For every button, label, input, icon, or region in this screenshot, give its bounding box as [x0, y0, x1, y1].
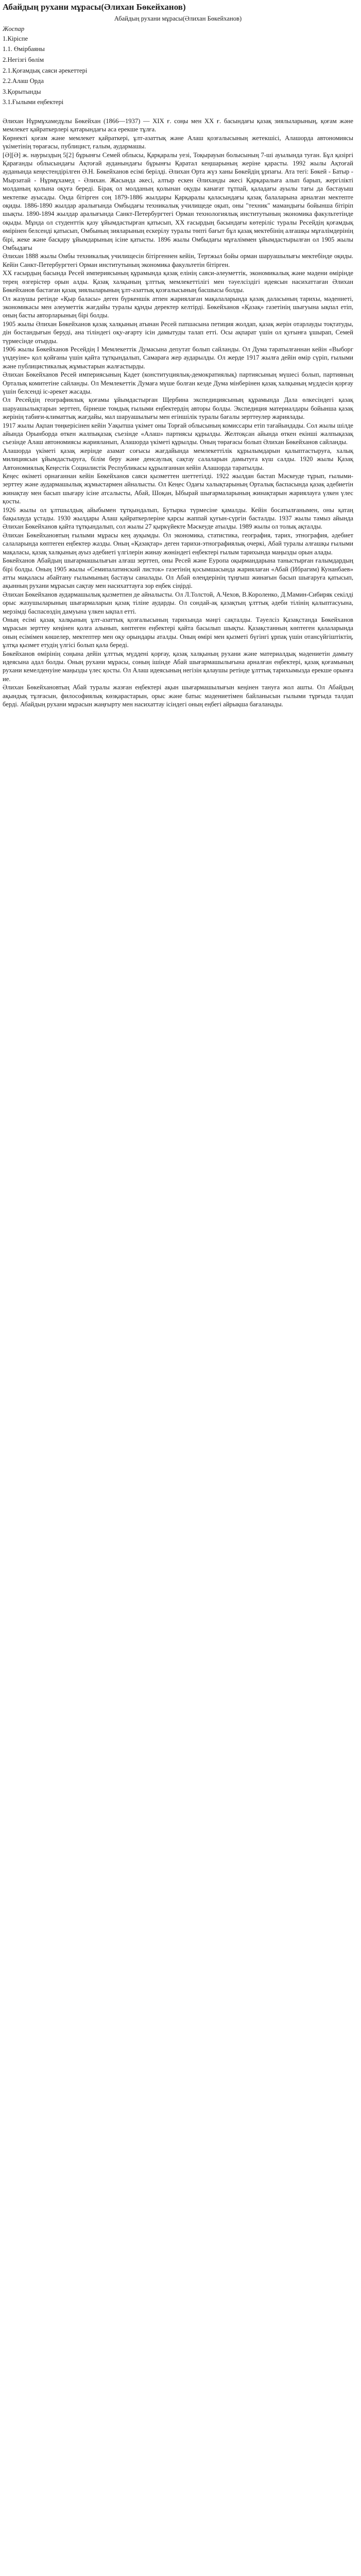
table-of-contents — [3, 25, 353, 108]
toc-item: 3.1.Ғылыми еңбектері — [3, 98, 64, 106]
toc-item: 2.1.Қоғамдық саяси әрекеттері — [3, 66, 88, 74]
toc-item: 2.Негізгі бөлім — [3, 56, 44, 63]
body-paragraph: Ол Ресейдің географиялық қоғамы ұйымдастырған Щербина экспедициясының құрамында Дала өлкесіндегі қазақ шаруашылықтарын зерттеп, бірнеше томдық ғылыми еңбектердің авторы болды. Экспедиция материалдары бойынша қазақ жерінің табиғи-климаттық жағдайы, мал шаруашылығы мен егіншілік туралы бағалы зерттеулер жариялады. — [3, 396, 353, 421]
toc-item: 2.2.Алаш Орда — [3, 77, 44, 85]
toc-item: 1.Кіріспе — [3, 35, 28, 42]
toc-item: 1.1. Өмірбаяны — [3, 45, 45, 53]
body-paragraph: 1926 жылы ол ұлтшылдық айыбымен тұтқындалып, Бутырка түрмесіне қамалды. Кейін босатылғанымен, оны қатаң бақылауда ұстады. 1930 жылдары Алаш қайраткерлеріне қарсы жаппай қуғын-сүргін басталды. 1937 жылы тамыз айында Әлихан Бөкейханов қайта тұтқындалып, сол жылы 27 қыркүйекте Мәскеуде атылды. 1989 жылы ол толық ақталды. — [3, 506, 353, 531]
body-paragraph: 1917 жылы Ақпан төңкерісінен кейін Уақытша үкімет оны Торғай облысының комиссары етіп тағайындады. Сол жылы шілде айында Орынборда өткен жалпықазақ съезінде «Алаш» партиясы құрылды. Желтоқсан айында өткен екінші жалпықазақ съезінде Алаш автономиясы жарияланып, Алашорда үкіметі құрылды. Оның төрағасы болып Әлихан Бөкейханов сайланды. — [3, 421, 353, 446]
page-subtitle: Абайдың рухани мұрасы(Әлихан Бөкейханов) — [114, 15, 242, 22]
page-title: Абайдың рухани мұрасы(Әлихан Бөкейханов) — [3, 2, 186, 12]
body-paragraph: Кеңес өкіметі орнағаннан кейін Бөкейханов саяси қызметтен шеттетілді. 1922 жылдан бастап Мәскеуде тұрып, ғылыми-зерттеу және аудармашылық жұмыстармен айналысты. Ол Кеңес Одағы халықтарының Орталық баспасында қазақ әдебиетін жинақтау мен басып шығару ісіне атсалысты, Абай, Шоқан, Ыбырай шығармаларының жинақтарын жариялауға үлкен үлес қосты. — [3, 472, 353, 505]
body-paragraph: Әлихан 1888 жылы Омбы техникалық училищесін бітіргеннен кейін, Тертжыл бойы орман шаруашылығы мектебінде оқиды. Кейін Санкт-Петербургтегі Орман институтының экономика факультетін бітірген. — [3, 252, 353, 268]
toc-heading: Жоспар — [3, 25, 25, 33]
toc-item: 3.Қорытынды — [3, 88, 41, 95]
body-paragraph: Әлихан Нұрмұхамедұлы Бөкейхан (1866—1937) — ХІХ ғ. соңы мен ХХ ғ. басындағы қазақ зиялыларының, қоғам және мемлекет қайраткерлері қатарындағы аса ерекше тұлға. — [3, 117, 353, 133]
body-paragraph: 1906 жылы Бөкейханов Ресейдің І Мемлекеттік Думасына депутат болып сайланды. Ол Дума таратылғаннан кейін «Выборг үндеуіне» қол қойғаны үшін қайта тұтқындалып, Самараға жер аударылды. Ол жерде 1917 жылға дейін өмір сүріп, ғылыми және публицистикалық жұмыстарын жалғастырды. — [3, 345, 353, 370]
body-paragraph: Әлихан Бөкейхановтың Абай туралы жазған еңбектері ақын шығармашылығын кеңінен тануға жол ашты. Ол Абайдың ақындық тұлғасын, философиялық көзқарастарын, орыс және батыс мәдениетімен байланысын ғылыми тұрғыда талдап берді. Абайдың рухани мұрасын жаңғырту мен насихаттау ісіндегі оның еңбегі айрықша бағаланады. — [3, 684, 353, 708]
body-paragraph: Әлихан Бөкейханов Ресей империясының Кадет (конституциялық-демократиялық) партиясының мүшесі болып, партияның Орталық комитетіне сайланды. Ол Мемлекеттік Думаға мүше болған кезде Дума мінберінен қазақ халқының мүддесін қорғау үшін белсенді іс-әрекет жасады. — [3, 371, 353, 395]
document-page — [0, 0, 356, 714]
body-paragraph: ХХ ғасырдың басында Ресей империясының құрамында қазақ елінің саяси-әлеуметтік, экономикалық және мәдени өмірінде терең өзгерістер орын алды. Қазақ халқының ұлттық мемлекеттілігі мен тәуелсіздігі идеясын насихаттаған Әлихан Бөкейханов бастаған қазақ зиялыларының ұлт-азаттық қозғалысының басшысы болды. — [3, 269, 353, 294]
body-paragraph: Оның есімі қазақ халқының ұлт-азаттық қозғалысының тарихында мәңгі сақталды. Тәуелсіз Қазақстанда Бөкейханов мұрасын зерттеу кеңінен қолға алынып, көптеген еңбектері қайта басылып шықты. Қазақстанның көптеген қалаларында оның есімімен көшелер, мектептер мен оқу орындары аталды. Оның өмірі мен қызметі бүгінгі ұрпақ үшін отансүйгіштіктің, ұлтқа қызмет етудің үлгісі болып қала береді. — [3, 616, 353, 649]
body-paragraph: Ол жазушы ретінде «Қыр баласы» деген бүркеншік атпен жариялаған мақалаларында қазақ даласының тарихы, мәдениеті, экономикасы мен әлеуметтік жағдайы туралы құнды деректер келтірді. Бөкейханов «Қазақ» газетінің шығуына ықпал етіп, оның басты авторларының бірі болды. — [3, 295, 353, 319]
body-paragraph: Көрнекті қоғам және мемлекет қайраткері, ұлт-азаттық және Алаш қозғалысының жетекшісі, Алашорда автономиясы үкіметінің төрағасы, публицист, ғалым, аудармашы. — [3, 134, 353, 150]
body-paragraph: Әлихан Бөкейхановтың ғылыми мұрасы кең ауқымды. Ол экономика, статистика, география, тарих, этнография, әдебиет салаларында көптеген еңбектер жазды. Оның «Қазақтар» деген тарихи-этнографиялық очеркі, Абай туралы алғашқы ғылыми мақаласы, қазақ халқының ауыз әдебиеті үлгілерін жинау жөніндегі еңбектері ғылым тарихында маңызды орын алады. — [3, 531, 353, 556]
body-paragraph: Алашорда үкіметі қазақ жерінде азамат соғысы жағдайында мемлекеттілік құрылымдарын қалыптастыруға, халық милициясын ұйымдастыруға, білім беру және денсаулық сақтау салаларын дамытуға күш салды. 1920 жылы Қазақ Автономиялық Кеңестік Социалистік Республикасы құрылғаннан кейін Алашорда таратылды. — [3, 447, 353, 471]
body-paragraph: Әлихан Бөкейханов аудармашылық қызметпен де айналысты. Ол Л.Толстой, А.Чехов, В.Короленко, Д.Мамин-Сибиряк секілді орыс жазушыларының шығармаларын қазақ тіліне аударды. Ол сондай-ақ қазақтың ұлттық әдеби тілінің қалыптасуына, мерзімді баспасөздің дамуына үлкен ықпал етті. — [3, 590, 353, 615]
body-paragraph: Бөкейханов Абайдың шығармашылығын алғаш зерттеп, оны Ресей және Еуропа оқырмандарына таныстырған ғалымдардың бірі болды. Оның 1905 жылы «Семипалатинский листок» газетінің қосымшасында жариялаған «Абай (Ибрагим) Кунанбаев» атты мақаласы абайтану ғылымының бастауы саналады. Ол Абай өлеңдерінің тұңғыш жинағын басып шығаруға қатысып, ақынның рухани мұрасын сақтау мен насихаттауға зор еңбек сіңірді. — [3, 557, 353, 590]
body-paragraph: 1905 жылы Әлихан Бөкейханов қазақ халқының атынан Ресей патшасына петиция жолдап, қазақ жерін отарлауды тоқтатуды, дін бостандығын беруді, ана тіліндегі оқу-ағарту ісін дамытуды талап етті. Осы ақпарат үшін ол қуғынға ұшырап, Семей түрмесінде отырды. — [3, 320, 353, 345]
body-text — [3, 117, 353, 708]
body-paragraph: [Ә][Ә] ж. наурыздың 5[2] бұрынғы Семей облысы, Қарқаралы уезі, Тоқырауын болысының 7-ші ауылында туған. Бұл қазіргі Қарағанды облысындағы Ақтоғай ауданындағы бұрынғы Қаратал кеңшарының жеріне қарасты. 1992 жылы Ақтоғай ауданында кеңестендірілген Ә.Н. Бөкейханов есімі берілді. Әлихан Орта жүз ханы Бөкейдің ұрпағы. Ата тегі: Бөкей - Батыр - Мырзатай - Нұрмұхамед - Әлихан. Жасында әкесі, алтыр ескен Әлиханды әкесі Қарқаралыға алып барып, жергілікті молданың қолына оқуға береді. Бірақ ол молданың қолынан оқуды канағат тұтпай, қаладағы ауылы тағы да бастауыш мектепке ауысады. Онда бітірген соң 1879-1886 жылдары Қарқаралы қаласындағы қазақ балаларына арналған мектепте оқиды. 1886-1890 жылдар аралығында Омбыдағы техникалық училищеде оқып, оны "техник" мамандығы бойынша бітіріп шықты. 1890-1894 жылдар аралығында Санкт-Петербургтегі Орман технологиялық институтының экономика факультетінде оқыды. Мұнда ол студенттік қазу ұйымдастырған қатысып, ХХ ғасырдың басындағы көтеріліс туралы Ресейдің қоғамдық өмірінен белсенді қатысып, Омбының зияларының ескерілу туралы төпті бағыт бұл қазақ мектебінің алғашқы мұғалімдерінің бірі, жеке және басқару ұйымдарының ісіне қатысты. 1896 жылы Омбыдағы мұғаліммен ұйымдастырылған ол 1905 жылы Омбыдағы — [3, 151, 353, 252]
body-paragraph: Бөкейханов өмірінің соңына дейін ұлттық мүддені қорғау, қазақ халқының рухани және материалдық мәдениетін дамыту идеясына адал болды. Оның рухани мұрасы, соның ішінде Абай шығармашылығына арналған еңбектері, қазақ қоғамының рухани кемелденуіне маңызды үлес қосты. Ол Алаш идеясының негізін қалаушы ретінде ұлттық тарихымызда ерекше орынға ие. — [3, 650, 353, 683]
